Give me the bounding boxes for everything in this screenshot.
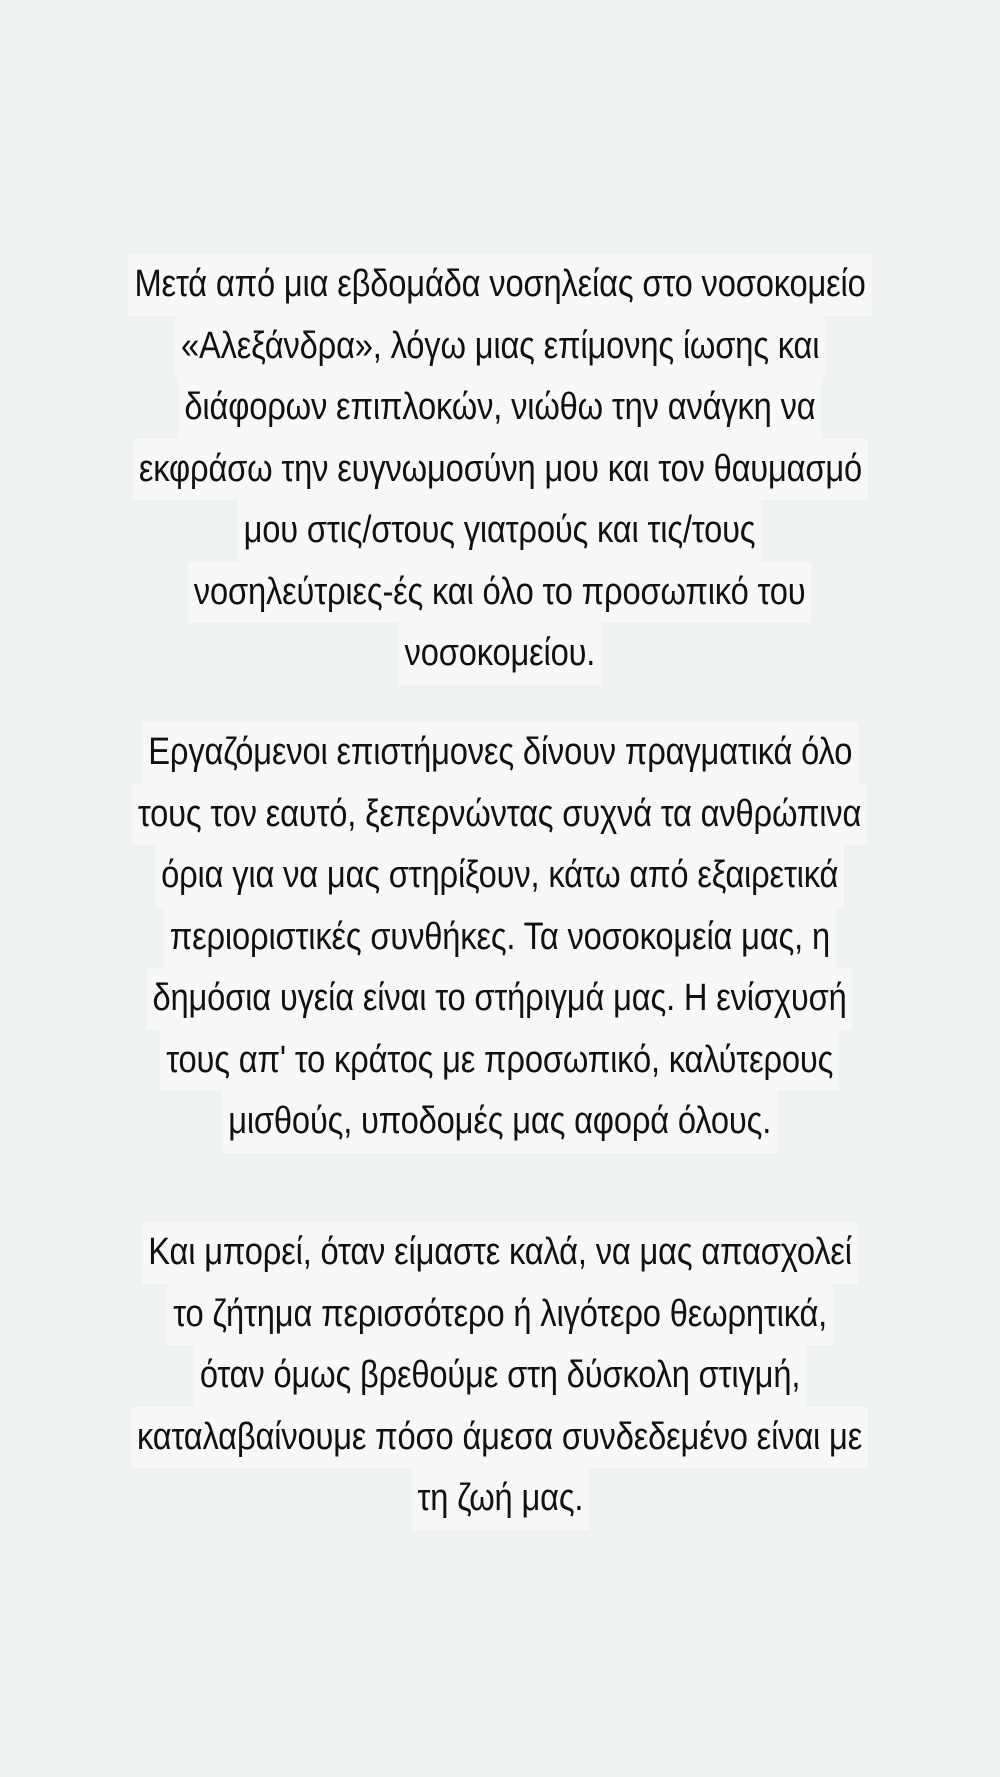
text-line: καταλαβαίνουμε πόσο άμεσα συνδεδεμένο είναι με bbox=[131, 1407, 868, 1469]
text-line: διάφορων επιπλοκών, νιώθω την ανάγκη να bbox=[178, 377, 821, 439]
text-line: Και μπορεί, όταν είμαστε καλά, να μας απασχολεί bbox=[142, 1222, 858, 1284]
text-line: μου στις/στους γιατρούς και τις/τους bbox=[238, 500, 762, 562]
text-line: όρια για να μας στηρίξουν, κάτω από εξαιρετικά bbox=[155, 845, 844, 907]
text-line: τη ζωή μας. bbox=[411, 1468, 589, 1530]
paragraph-2 bbox=[0, 722, 1000, 1153]
text-line: Εργαζόμενοι επιστήμονες δίνουν πραγματικά όλο bbox=[142, 722, 858, 784]
paragraph-3 bbox=[0, 1222, 1000, 1530]
text-line: Μετά από μια εβδομάδα νοσηλείας στο νοσοκομείο bbox=[128, 254, 871, 316]
text-line: τους τον εαυτό, ξεπερνώντας συχνά τα ανθρώπινα bbox=[132, 784, 867, 846]
text-line: «Αλεξάνδρα», λόγω μιας επίμονης ίωσης και bbox=[175, 316, 825, 378]
text-line: το ζήτημα περισσότερο ή λιγότερο θεωρητικά, bbox=[167, 1284, 833, 1346]
text-line: νοσηλεύτριες-ές και όλο το προσωπικό του bbox=[188, 562, 812, 624]
text-line: περιοριστικές συνθήκες. Τα νοσοκομεία μας, η bbox=[164, 907, 836, 969]
text-line: τους απ' το κράτος με προσωπικό, καλύτερους bbox=[161, 1030, 840, 1092]
text-line: όταν όμως βρεθούμε στη δύσκολη στιγμή, bbox=[194, 1345, 806, 1407]
text-line: εκφράσω την ευγνωμοσύνη μου και τον θαυμασμό bbox=[132, 439, 867, 501]
text-line: μισθούς, υποδομές μας αφορά όλους. bbox=[223, 1091, 778, 1153]
paragraph-1 bbox=[0, 254, 1000, 685]
text-line: δημόσια υγεία είναι το στήριγμά μας. Η ενίσχυσή bbox=[147, 968, 853, 1030]
text-line: νοσοκομείου. bbox=[399, 623, 602, 685]
